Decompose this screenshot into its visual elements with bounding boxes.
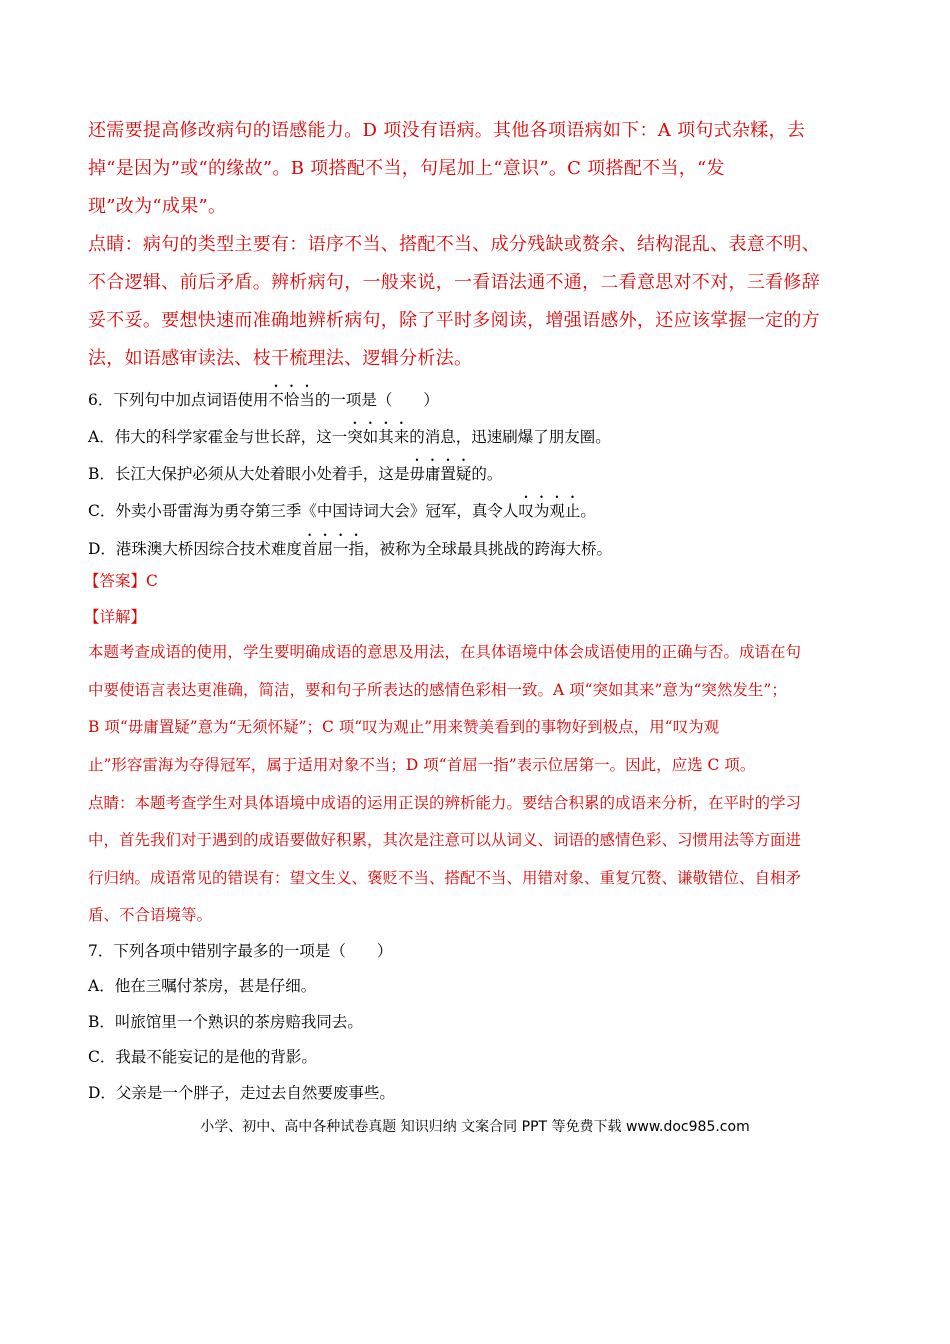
stem-text: 的一项是（ ）: [314, 391, 439, 409]
option-text: A．伟大的科学家霍金与世长辞，这一: [88, 428, 348, 446]
option-text: B．长江大保护必须从大处着眼小处着手，这是: [88, 465, 410, 483]
question-7-stem: 7．下列各项中错别字最多的一项是（ ）: [88, 942, 393, 960]
footer-text: 小学、初中、高中各种试卷真题 知识归纳 文案合同 PPT 等免费下载 www.doc985.com: [200, 1119, 750, 1135]
explanation-line: B 项“毋庸置疑”意为“无须怀疑”；C 项“叹为观止”用来赞美看到的事物好到极点，用“叹为观: [88, 718, 720, 736]
option-text: ，被称为全球最具挑战的跨海大桥。: [363, 540, 612, 558]
explanation-line: 止”形容雷海为夺得冠军，属于适用对象不当；D 项“首屈一指”表示位居第一。因此，应选 C 项。: [88, 756, 756, 774]
option-a: [88, 419, 611, 447]
option-b: B．叫旅馆里一个熟识的茶房赔我同去。: [88, 1013, 363, 1031]
dotted-word: 毋庸置疑: [409, 465, 472, 483]
tip-line: 妥不妥。要想快速而准确地辨析病句，除了平时多阅读，增强语感外，还应该掌握一定的方: [88, 310, 820, 331]
option-d: [88, 531, 612, 559]
tip-line: 法，如语感审读法、枝干梳理法、逻辑分析法。: [88, 348, 473, 369]
tip-line: 盾、不合语境等。: [88, 906, 213, 924]
option-text: 。: [580, 502, 596, 520]
stem-text: 6．下列句中加点词语使用: [88, 391, 269, 409]
explanation-line: 中要使语言表达更准确，简洁，要和句子所表达的感情色彩相一致。A 项“突如其来”意为“突然发生”；: [88, 681, 787, 699]
option-text: 的消息，迅速刷爆了朋友圈。: [409, 428, 611, 446]
option-a: A．他在三嘱付茶房，甚是仔细。: [88, 977, 317, 995]
tip-line: 点睛：本题考查学生对具体语境中成语的运用正误的辨析能力。要结合积累的成语来分析，在平时的学习: [88, 794, 802, 812]
option-text: 的。: [471, 465, 503, 483]
tip-line: 点睛：病句的类型主要有：语序不当、搭配不当、成分残缺或赘余、结构混乱、表意不明、: [88, 234, 820, 255]
option-c: [88, 493, 596, 521]
dotted-word: 首屈一指: [301, 540, 364, 558]
explanation-line: 还需要提高修改病句的语感能力。D 项没有语病。其他各项语病如下：A 项句式杂糅，去: [88, 120, 806, 141]
explanation-line: 掉“是因为”或“的缘故”。B 项搭配不当，句尾加上“意识”。C 项搭配不当，“发: [88, 158, 725, 179]
answer-label: 【答案】C: [84, 572, 158, 590]
dotted-word: 叹为观止: [518, 502, 581, 520]
tip-line: 不合逻辑、前后矛盾。辨析病句，一般来说，一看语法通不通，二看意思对不对，三看修辞: [88, 272, 820, 293]
explanation-line: 现”改为“成果”。: [88, 196, 227, 217]
option-text: D．港珠澳大桥因综合技术难度: [88, 540, 302, 558]
option-text: C．外卖小哥雷海为勇夺第三季《中国诗词大会》冠军，真令人: [88, 502, 519, 520]
dotted-word: 不恰当: [268, 391, 315, 409]
option-c: C．我最不能妄记的是他的背影。: [88, 1048, 317, 1066]
detail-label: 【详解】: [84, 608, 147, 626]
tip-line: 行归纳。成语常见的错误有：望文生义、褒贬不当、搭配不当、用错对象、重复冗赘、谦敬错位、自相矛: [88, 869, 802, 887]
explanation-line: 本题考查成语的使用，学生要明确成语的意思及用法，在具体语境中体会成语使用的正确与否。成语在句: [88, 643, 802, 661]
tip-line: 中，首先我们对于遇到的成语要做好积累，其次是注意可以从词义、词语的感情色彩、习惯用法等方面进: [88, 831, 802, 849]
dotted-word: 突如其来: [347, 428, 410, 446]
option-b: [88, 456, 502, 484]
option-d: D．父亲是一个胖子，走过去自然要废事些。: [88, 1084, 395, 1102]
question-6-stem: [88, 382, 439, 410]
